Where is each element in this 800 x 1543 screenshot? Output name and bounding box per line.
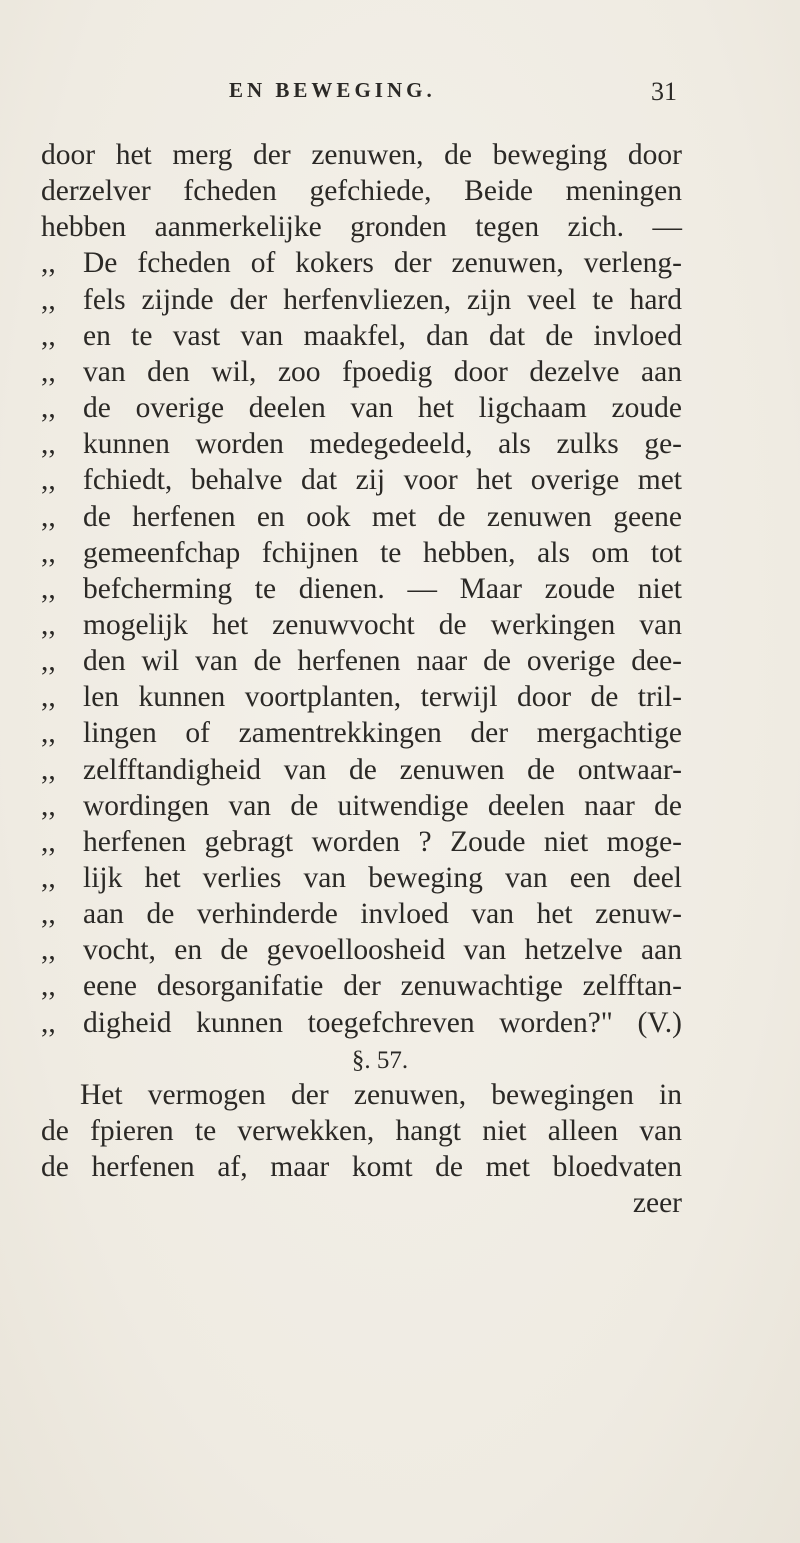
- line-text: digheid kunnen toegefchreven worden?" (V.): [83, 1006, 682, 1039]
- line-text: mogelijk het zenuwvocht de werkingen van: [83, 608, 682, 641]
- page-number: 31: [651, 77, 677, 106]
- text-line: [41, 354, 682, 390]
- quote-mark: ,,: [41, 500, 56, 533]
- line-text: len kunnen voortplanten, terwijl door de tril-: [83, 681, 682, 714]
- line-text: fels zijnde der herfenvliezen, zijn veel te hard: [83, 283, 682, 316]
- line-text: befcherming te dienen. — Maar zoude niet: [83, 572, 682, 605]
- text-line: [41, 643, 682, 679]
- quote-mark: ,,: [41, 283, 56, 316]
- line-text: van den wil, zoo fpoedig door dezelve aan: [83, 355, 682, 388]
- text-line: [41, 752, 682, 788]
- line-text: herfenen gebragt worden ? Zoude niet moge-: [83, 825, 682, 858]
- line-text: de herfenen en ook met de zenuwen geene: [83, 500, 682, 533]
- paragraph-line: de fpieren te verwekken, hangt niet alleen van: [41, 1115, 682, 1148]
- text-line: [41, 788, 682, 824]
- quote-mark: ,,: [41, 536, 56, 569]
- line-text: den wil van de herfenen naar de overige dee-: [83, 645, 682, 678]
- text-line: [41, 245, 682, 281]
- line-text: eene desorganifatie der zenuwachtige zelfftan-: [83, 970, 682, 1003]
- quote-mark: ,,: [41, 753, 56, 786]
- text-line: [41, 571, 682, 607]
- quote-mark: ,,: [41, 464, 56, 497]
- text-line: hebben aanmerkelijke gronden tegen zich. —: [41, 211, 682, 244]
- text-line: [41, 1005, 682, 1041]
- quote-mark: ,,: [41, 970, 56, 1003]
- quote-mark: ,,: [41, 572, 56, 605]
- text-line: [41, 607, 682, 643]
- text-line: [41, 824, 682, 860]
- line-text: fchiedt, behalve dat zij voor het overige met: [83, 464, 682, 497]
- text-line: derzelver fcheden gefchiede, Beide meningen: [41, 175, 682, 208]
- paragraph-line: Het vermogen der zenuwen, bewegingen in: [80, 1078, 682, 1111]
- line-text: gemeenfchap fchijnen te hebben, als om tot: [83, 536, 682, 569]
- quote-mark: ,,: [41, 898, 56, 931]
- text-line: [41, 896, 682, 932]
- quote-mark: ,,: [41, 825, 56, 858]
- quote-mark: ,,: [41, 934, 56, 967]
- text-line: [41, 318, 682, 354]
- page-header: [0, 78, 800, 118]
- text-line: [41, 426, 682, 462]
- quote-mark: ,,: [41, 645, 56, 678]
- line-text: en te vast van maakfel, dan dat de invloed: [83, 319, 682, 352]
- text-line: [41, 679, 682, 715]
- line-text: aan de verhinderde invloed van het zenuw-: [83, 898, 682, 931]
- text-line: [41, 499, 682, 535]
- catchword: zeer: [632, 1187, 682, 1220]
- quote-mark: ,,: [41, 789, 56, 822]
- line-text: wordingen van de uitwendige deelen naar de: [83, 789, 682, 822]
- quote-mark: ,,: [41, 247, 56, 280]
- line-text: vocht, en de gevoelloosheid van hetzelve aan: [83, 934, 682, 967]
- text-line: [41, 932, 682, 968]
- quote-mark: ,,: [41, 608, 56, 641]
- text-line: [41, 462, 682, 498]
- text-line: [41, 860, 682, 896]
- line-text: kunnen worden medegedeeld, als zulks ge-: [83, 428, 682, 461]
- quote-mark: ,,: [41, 862, 56, 894]
- quote-mark: ,,: [41, 717, 56, 750]
- text-line: [41, 968, 682, 1004]
- text-line: door het merg der zenuwen, de beweging door: [41, 139, 682, 171]
- quote-mark: ,,: [41, 319, 56, 352]
- text-line: [41, 282, 682, 318]
- line-text: lingen of zamentrekkingen der mergachtige: [83, 717, 682, 750]
- line-text: lijk het verlies van beweging van een deel: [83, 862, 682, 894]
- quote-mark: ,,: [41, 428, 56, 461]
- line-text: De fcheden of kokers der zenuwen, verleng-: [83, 247, 682, 280]
- quote-mark: ,,: [41, 355, 56, 388]
- paragraph-line: de herfenen af, maar komt de met bloedvaten: [41, 1151, 682, 1184]
- line-text: zelfftandigheid van de zenuwen de ontwaar-: [83, 753, 682, 786]
- section-number: §. 57.: [351, 1046, 409, 1074]
- quote-mark: ,,: [41, 392, 56, 425]
- running-head: EN BEWEGING.: [229, 78, 436, 102]
- quote-mark: ,,: [41, 1006, 56, 1039]
- text-line: [41, 715, 682, 751]
- line-text: de overige deelen van het ligchaam zoude: [83, 392, 682, 425]
- text-line: [41, 535, 682, 571]
- text-line: [41, 390, 682, 426]
- quote-mark: ,,: [41, 681, 56, 714]
